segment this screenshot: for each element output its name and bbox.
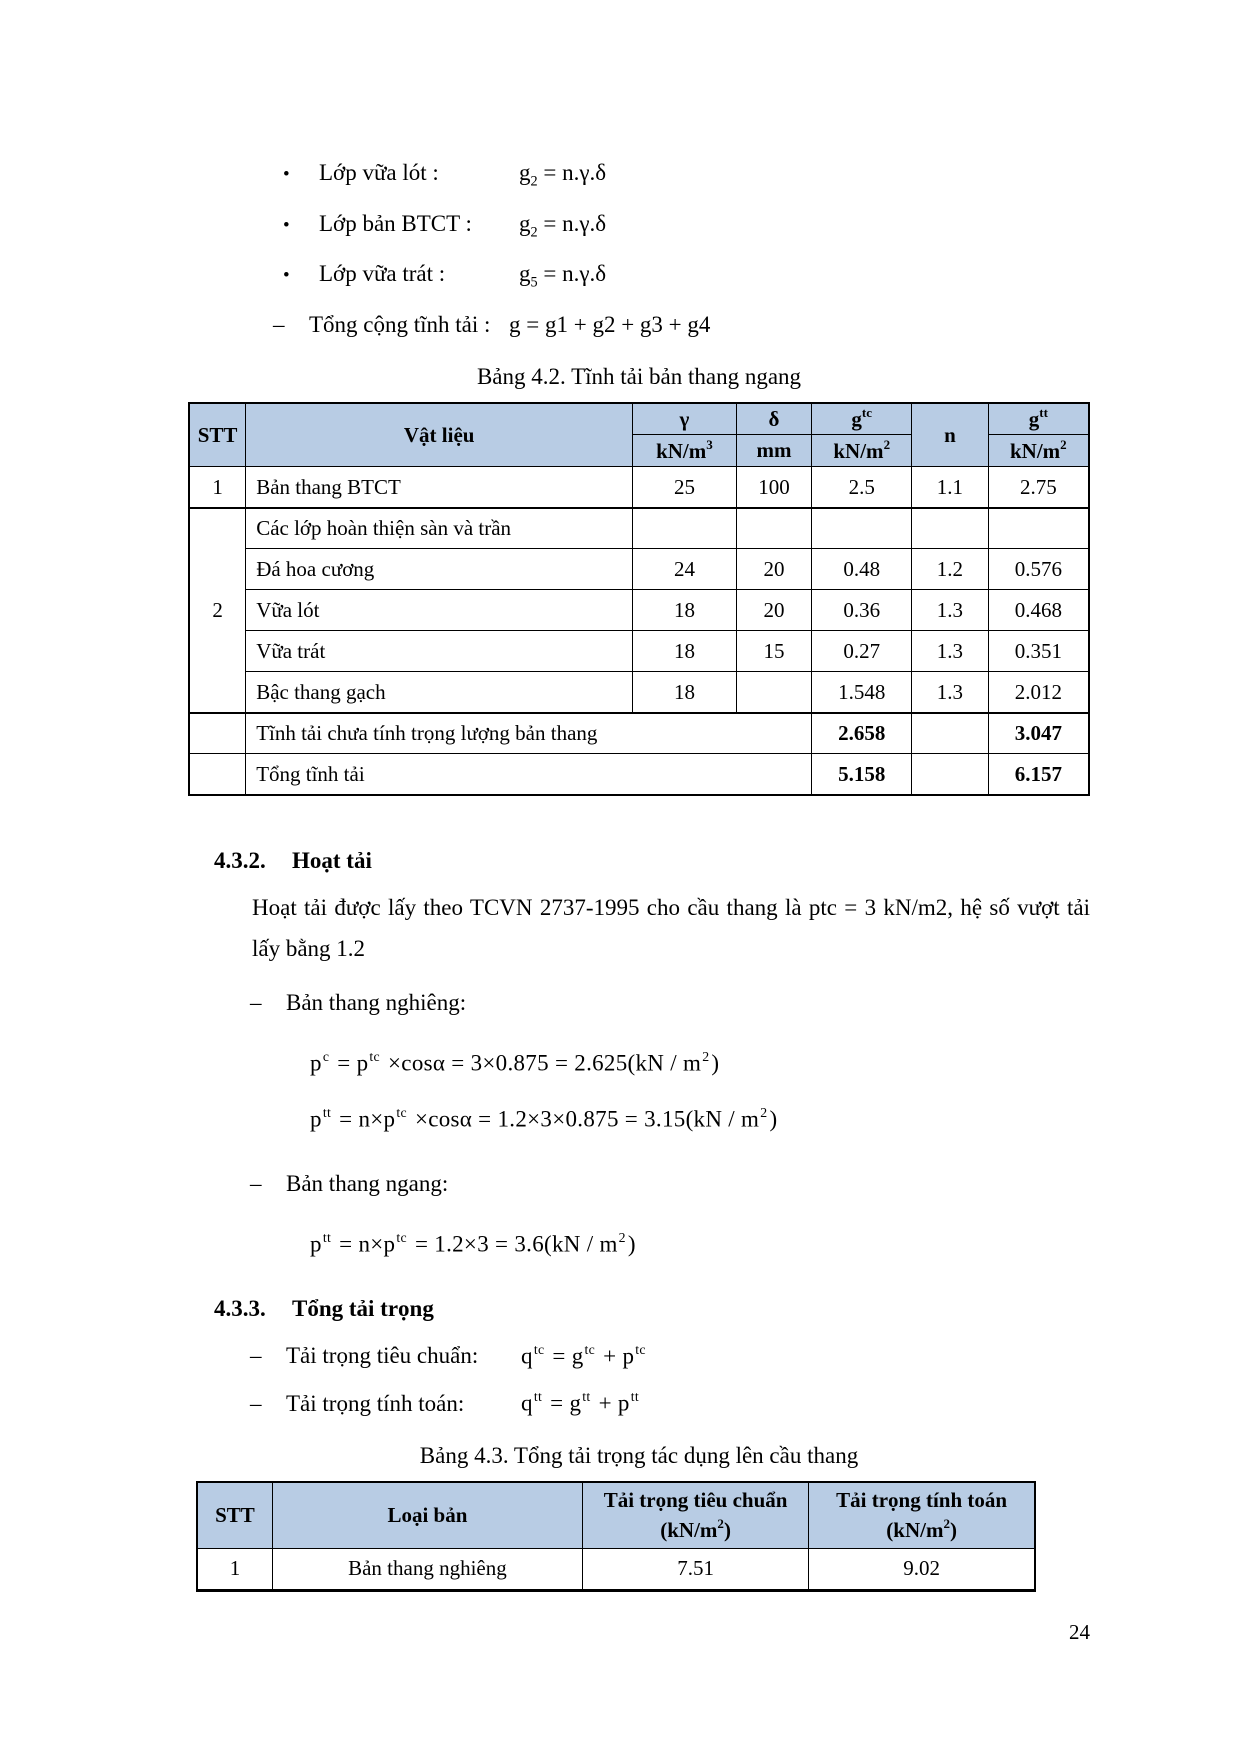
table-static-load — [188, 402, 1090, 796]
cell-summary-label: Tổng tĩnh tải — [246, 754, 812, 795]
column-header-tc — [582, 1482, 808, 1548]
summary-row — [189, 713, 1089, 754]
bullet-icon: • — [283, 164, 290, 185]
gtt-symbol: g — [1028, 407, 1040, 432]
cell-gtc — [812, 508, 912, 549]
summary-row — [189, 754, 1089, 795]
unit-gtt — [988, 435, 1089, 467]
table-row — [189, 672, 1089, 713]
unit-superscript: 2 — [717, 1516, 724, 1532]
unit-close: ) — [723, 1518, 731, 1543]
unit-text: kN/m — [833, 438, 884, 463]
cell-n: 1.1 — [912, 467, 989, 508]
equation-ptt-ngang: $p^{tt} = n\times p^{tc} = 1.2\times 3 = 3.6(kN / m^2)$ — [310, 1229, 636, 1257]
cell-material: Bậc thang gạch — [246, 672, 633, 713]
cell-gtt: 0.468 — [988, 590, 1089, 631]
cell-gamma: 24 — [633, 549, 737, 590]
section-number: 4.3.3. — [214, 1295, 266, 1321]
cell-summary-label: Tĩnh tải chưa tính trọng lượng bản thang — [246, 713, 812, 754]
cell-material: Các lớp hoàn thiện sàn và trần — [246, 508, 633, 549]
cell-gtt: 2.012 — [988, 672, 1089, 713]
section-title: Tổng tải trọng — [292, 1295, 434, 1321]
column-header-tt — [809, 1482, 1035, 1548]
cell-gtc: 0.36 — [812, 590, 912, 631]
list-item — [283, 253, 1090, 304]
header-unit — [587, 1515, 804, 1545]
unit-text: kN/m — [1009, 438, 1061, 463]
header-row — [197, 1482, 1035, 1548]
gtt-superscript: tt — [1039, 405, 1048, 421]
cell-gamma: 18 — [633, 631, 737, 672]
cell-stt — [189, 754, 246, 795]
list-item — [250, 1330, 1090, 1378]
item-label: Lớp vữa lót : — [319, 160, 439, 185]
table-total-load — [196, 1481, 1036, 1592]
equation-ptt-nghieng: $p^{tt} = n\times p^{tc} \times\cos\alpha = 1.2\times 3\times 0.875 = 3.15(kN / m^2)$ — [310, 1105, 778, 1132]
formula-subscript: 5 — [530, 274, 538, 291]
cell-delta: 20 — [736, 549, 812, 590]
table43-caption: Bảng 4.3. Tổng tải trọng tác dụng lên cầu thang — [419, 1442, 859, 1468]
unit-superscript: 2 — [1060, 436, 1067, 452]
cell-material: Đá hoa cương — [246, 549, 633, 590]
item-label: Bản thang nghiêng: — [286, 989, 467, 1015]
cell-gtt: 3.047 — [988, 713, 1089, 754]
column-header-material: Vật liệu — [246, 403, 633, 467]
total-load-list — [188, 1330, 1090, 1425]
unit-superscript: 3 — [706, 436, 713, 452]
cell-n — [912, 713, 989, 754]
list-item — [283, 203, 1090, 254]
unit-superscript: 2 — [943, 1516, 950, 1532]
item-label: Tổng cộng tĩnh tải : — [309, 311, 491, 337]
table-row — [189, 549, 1089, 590]
section-number: 4.3.2. — [214, 847, 266, 873]
table-row — [197, 1548, 1035, 1590]
cell-material: Vữa trát — [246, 631, 633, 672]
cell-gtc: 5.158 — [812, 754, 912, 795]
table-row — [189, 631, 1089, 672]
table-row — [189, 467, 1089, 508]
cell-gamma: 18 — [633, 590, 737, 631]
formula-base: g — [519, 210, 531, 236]
cell-gtt: 2.75 — [988, 467, 1089, 508]
cell-gamma: 18 — [633, 672, 737, 713]
list-item-total — [273, 304, 1090, 346]
cell-type: Bản thang nghiêng — [272, 1548, 582, 1590]
item-formula: g = g1 + g2 + g3 + g4 — [509, 311, 711, 337]
column-header-gtt — [988, 403, 1089, 435]
cell-gtc: 1.548 — [812, 672, 912, 713]
cell-gtc: 2.658 — [812, 713, 912, 754]
formula-base: g — [519, 160, 531, 185]
cell-gtc: 0.48 — [812, 549, 912, 590]
cell-gtt: 0.351 — [988, 631, 1089, 672]
cell-delta — [736, 508, 812, 549]
gtc-symbol: g — [851, 407, 862, 432]
list-item — [250, 1377, 1090, 1425]
cell-gamma — [633, 508, 737, 549]
item-formula — [519, 253, 606, 304]
dash-icon: – — [250, 1343, 262, 1369]
list-item-ngang — [250, 1163, 1090, 1205]
cell-delta: 20 — [736, 590, 812, 631]
formula-rest: = n.γ.δ — [537, 160, 607, 185]
list-item-nghieng — [250, 982, 1090, 1024]
formula-rest: = n.γ.δ — [537, 210, 607, 236]
cell-n — [912, 754, 989, 795]
cell-gtc: 2.5 — [812, 467, 912, 508]
item-label: Lớp vữa trát : — [319, 261, 446, 287]
column-header-n: n — [912, 403, 989, 467]
table-row — [189, 590, 1089, 631]
equation-ptc-nghieng: $p^c = p^{tc} \times\cos\alpha = 3\times 0.875 = 2.625(kN / m^2)$ — [310, 1048, 720, 1076]
column-header-stt: STT — [189, 403, 246, 467]
formula-subscript: 2 — [530, 173, 538, 190]
cell-material: Bản thang BTCT — [246, 467, 633, 508]
unit-text: (kN/m — [886, 1518, 944, 1543]
cell-gtt: 0.576 — [988, 549, 1089, 590]
unit-text: (kN/m — [660, 1518, 718, 1543]
cell-stt: 1 — [197, 1548, 272, 1590]
dash-icon: – — [250, 989, 262, 1015]
bullet-icon: • — [283, 265, 290, 287]
unit-gamma — [633, 435, 737, 467]
cell-n: 1.3 — [912, 631, 989, 672]
unit-superscript: 2 — [883, 436, 891, 452]
column-header-delta: δ — [736, 403, 812, 435]
section-heading-432 — [188, 840, 1090, 882]
header-line1: Tải trọng tiêu chuẩn — [603, 1487, 788, 1512]
header-unit — [813, 1515, 1030, 1545]
gtc-superscript: tc — [861, 405, 873, 421]
cell-gamma: 25 — [633, 467, 737, 508]
cell-n — [912, 508, 989, 549]
item-label: Lớp bản BTCT : — [319, 210, 472, 236]
cell-stt: 2 — [189, 508, 246, 713]
cell-stt — [189, 713, 246, 754]
cell-delta: 15 — [736, 631, 812, 672]
cell-tt: 9.02 — [809, 1548, 1035, 1590]
unit-close: ) — [949, 1518, 957, 1543]
cell-n: 1.3 — [912, 590, 989, 631]
cell-stt: 1 — [189, 467, 246, 508]
header-row — [189, 403, 1089, 435]
page-number: 24 — [1069, 1620, 1090, 1644]
unit-gtc — [812, 435, 912, 467]
item-formula — [519, 152, 606, 203]
section-heading-433 — [188, 1288, 1090, 1330]
cell-material: Vữa lót — [246, 590, 633, 631]
table42-caption: Bảng 4.2. Tĩnh tải bản thang ngang — [476, 363, 802, 389]
cell-n: 1.3 — [912, 672, 989, 713]
paragraph-hoat-tai: Hoạt tải được lấy theo TCVN 2737-1995 cho cầu thang là ptc = 3 kN/m2, hệ số vượt tải lấy bằng 1.2 — [252, 894, 1090, 961]
formula-rest: = n.γ.δ — [537, 261, 607, 287]
unit-delta: mm — [736, 435, 812, 467]
item-label: Tải trọng tiêu chuẩn: — [286, 1343, 479, 1369]
static-load-list — [188, 152, 1090, 346]
equation-qtc: $q^{tc} = g^{tc} + p^{tc}$ — [521, 1341, 646, 1369]
cell-n: 1.2 — [912, 549, 989, 590]
column-header-stt: STT — [197, 1482, 272, 1548]
dash-icon: – — [273, 311, 285, 337]
table-row — [189, 508, 1089, 549]
list-item — [283, 152, 1090, 203]
section-title: Hoạt tải — [292, 847, 372, 873]
formula-subscript: 2 — [530, 224, 538, 241]
formula-base: g — [519, 261, 531, 287]
cell-delta: 100 — [736, 467, 812, 508]
item-formula — [519, 203, 606, 254]
header-line1: Tải trọng tính toán — [836, 1487, 1008, 1512]
dash-icon: – — [250, 1390, 262, 1416]
cell-gtt — [988, 508, 1089, 549]
bullet-icon: • — [283, 214, 290, 236]
item-label: Tải trọng tính toán: — [286, 1390, 465, 1416]
column-header-type: Loại bản — [272, 1482, 582, 1548]
column-header-gamma: γ — [633, 403, 737, 435]
cell-gtt: 6.157 — [988, 754, 1089, 795]
cell-delta — [736, 672, 812, 713]
unit-text: kN/m — [656, 438, 707, 463]
item-label: Bản thang ngang: — [286, 1170, 449, 1196]
cell-gtc: 0.27 — [812, 631, 912, 672]
equation-qtt: $q^{tt} = g^{tt} + p^{tt}$ — [521, 1389, 639, 1416]
dash-icon: – — [250, 1170, 262, 1196]
cell-tc: 7.51 — [582, 1548, 808, 1590]
column-header-gtc — [812, 403, 912, 435]
